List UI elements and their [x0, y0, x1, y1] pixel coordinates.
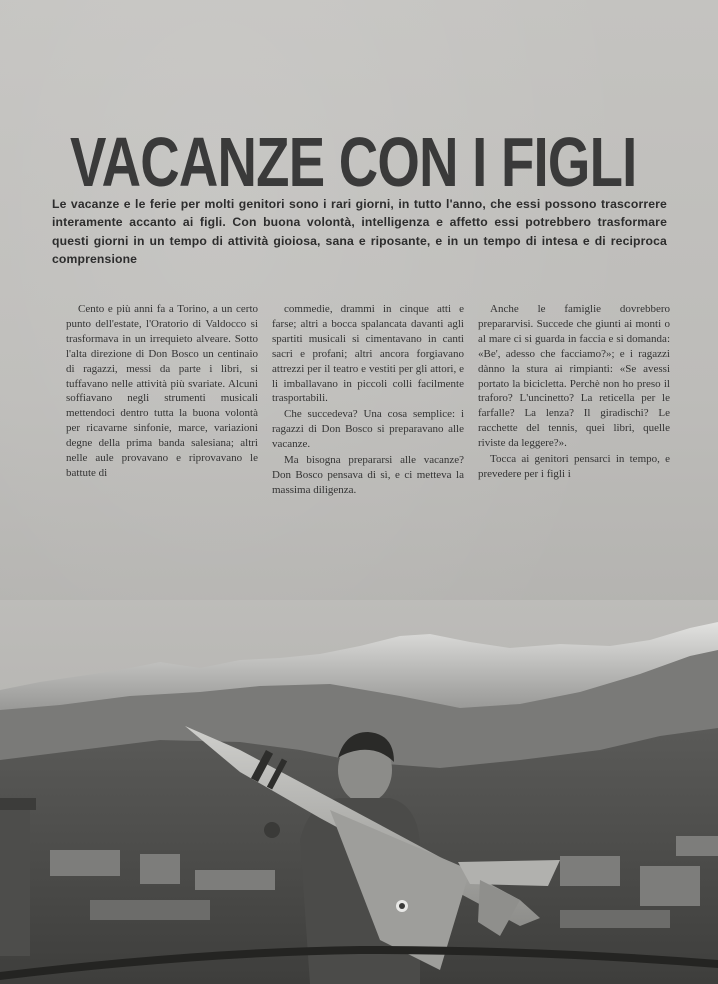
paragraph: Cento e più anni fa a Torino, a un certo punto dell'estate, l'Oratorio di Valdocco si trasformava in un irrequieto alveare. Sotto l'alta direzione di Don Bosco un centinaio di ragazzi, messi da parte i libri, si tuffavano nelle attività più svariate. Alcuni soffiavano negli strumenti musicali mettendoci dentro tutta la buona volontà per ricavarne sinfonie, marce, variazioni degne della prima banda salesiana; altri nelle aule provavano e riprovavano le battute di [66, 303, 258, 479]
text-column-3 [478, 302, 670, 532]
article-lead: Le vacanze e le ferie per molti genitori sono i rari giorni, in tutto l'anno, che essi possono trascorrere interamente accanto ai figli. Con buona volontà, intelligenza e affetto essi potrebbero trasformare questi giorni in un tempo di attività gioiosa, sana e riposante, e in un tempo di intesa e di reciproca comprensione [52, 197, 667, 266]
article-body [66, 302, 672, 532]
paragraph: Tocca ai genitori pensarci in tempo, e prevedere per i figli i [478, 453, 670, 480]
text-column-2 [272, 302, 464, 532]
text-column-1 [66, 302, 258, 532]
paragraph: Ma bisogna prepararsi alle vacanze? Don Bosco pensava di sì, e ci metteva la massima diligenza. [272, 454, 464, 496]
article-title: VACANZE CON I FIGLI [70, 122, 637, 201]
paragraph: Anche le famiglie dovrebbero prepararvisi. Succede che giunti ai monti o al mare ci si guarda in faccia e si domanda: «Be', adesso che facciamo?»; e i ragazzi dànno la stura ai rimpianti: «Se avessi portato la bicicletta. Perchè non ho preso il traforo? L'uncinetto? La reticella per le farfalle? La lenza? Il giradischi? Le racchette del tennis, quei libri, quelle riviste da leggere?». [478, 303, 670, 450]
photo-illustration [0, 600, 718, 984]
paragraph: Che succedeva? Una cosa semplice: i ragazzi di Don Bosco si preparavano alle vacanze. [272, 408, 464, 451]
paragraph: commedie, drammi in cinque atti e farse; altri a bocca spalancata davanti agli spartiti musicali si cimentavano in canti sacri e profani; altri ancora forgiavano attrezzi per il teatro e vestiti per gli attori, e li imballavano in piccoli colli facilmente trasportabili. [272, 303, 464, 405]
article-photo [0, 600, 718, 984]
